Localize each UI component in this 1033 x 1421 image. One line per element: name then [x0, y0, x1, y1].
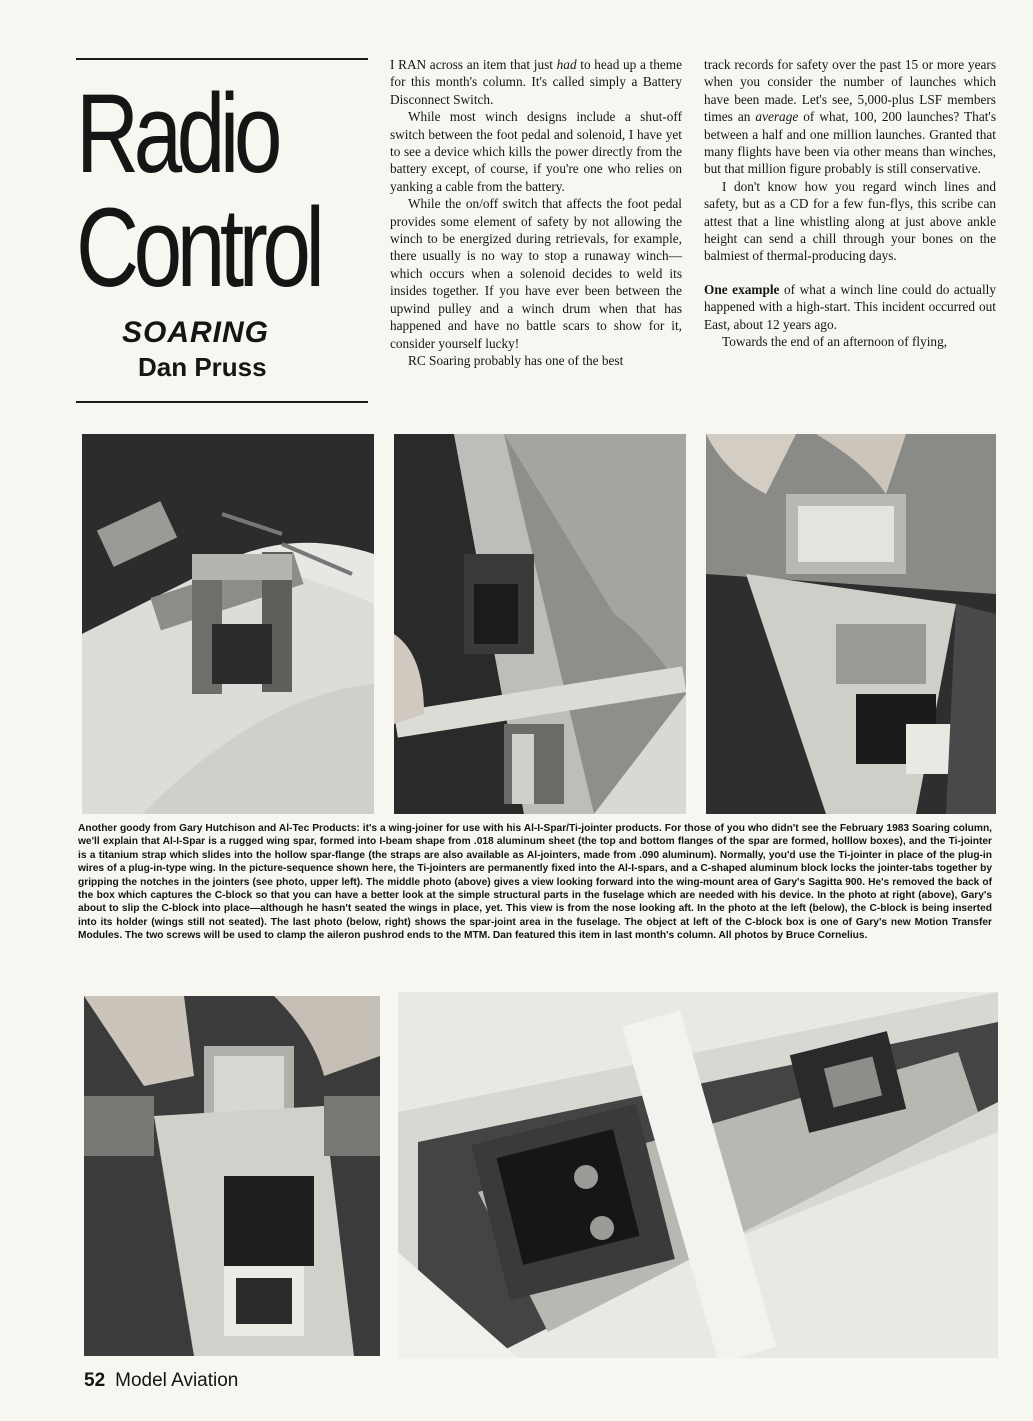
paragraph: While most winch designs include a shut-off switch between the foot pedal and solenoid, I have yet to see a device which kills the power directly from the battery except, of course, if you're one who relies on yanking a cable from the battery. — [390, 109, 682, 194]
photo-fuselage-wing-mount — [394, 434, 686, 814]
title-top-rule — [76, 58, 368, 60]
title-control: Control — [76, 185, 320, 310]
magazine-name: Model Aviation — [115, 1370, 239, 1391]
photo-caption: Another goody from Gary Hutchison and Al-Tec Products: it's a wing-joiner for use with his Al-I-Spar/Ti-jointer products. For those of you who didn't see the February 1983 Soaring column, we'll explain that Al-I-Spar is a rugged wing spar, formed into I-beam shape from .018 aluminum sheet (the top and bottom flanges of the spar are formed, holllow boxes), and the Ti-jointer is a titanium strap which slides into the hollow spar-flange (the straps are also available as Al-jointers, made from .090 aluminum). Normally, you'd use the Ti-jointer in place of the plug-in wires of a plug-in-type wing. In the picture-sequence shown here, the Ti-jointers are permanently fixed into the Al-I-spars, and a C-shaped aluminum block locks the jointer-tabs together by gripping the notches in the jointers (see photo, upper left). The middle photo (above) gives a view looking forward into the wing-mount area of Gary's Sagitta 900. He's removed the back of the box which captures the C-block so that you can have a better look at the simple structural parts in the fuselage which are needed with his device. In the photo at right (above), Gary's about to slip the C-block into place—although he hasn't seated the wings in place, yet. This view is from the nose looking aft. In the photo at the left (below), the C-block is being inserted into its holder (wings still not seated). The last photo (below, right) shows the spar-joint area in the fuselage. The object at left of the C-block box is one of Gary's new Motion Transfer Modules. The two screws will be used to clamp the aileron pushrod ends to the MTM. Dan featured this item in last month's column. All photos by Bruce Cornelius. — [78, 823, 992, 942]
title-radio: Radio — [76, 71, 277, 196]
paragraph: I don't know how you regard winch lines and safety, but as a CD for a few fun-flys, this scribe can attest that a line whistling along at just above ankle height can send a chill through your bones on the balmiest of thermal-producing days. — [704, 178, 996, 264]
article-column-2 — [704, 56, 996, 351]
title-bottom-rule — [76, 401, 368, 403]
paragraph: RC Soaring probably has one of the best — [408, 352, 624, 368]
page-number: 52 — [84, 1370, 106, 1391]
photo-c-block-joiner — [82, 434, 374, 814]
paragraph: Towards the end of an afternoon of flying, — [722, 334, 948, 350]
photo-c-block-nose-view — [706, 434, 996, 814]
paragraph: track records for safety over the past 15 or more years when you consider the number of launches which have been made. Let's see, 5,000-plus LSF members times an average of what, 100, 200 launches? That's between a half and one million launches. Granted that many flights have been via other means than winches, but that million figure probably is still conservative. — [704, 57, 996, 177]
paragraph: While the on/off switch that affects the foot pedal provides some element of safety by not allowing the winch to be energized during retrievals, for example, there usually is no way to stop a runaway winch—which occurs when a solenoid decides to weld its insides together. If you have ever been between the upwind pulley and a winch drum when that has happened and have no battle scars to show for it, consider yourself lucky! — [390, 196, 682, 351]
page-footer — [84, 1370, 238, 1392]
author-byline: Dan Pruss — [138, 352, 267, 382]
photo-spar-joint-fuselage — [398, 992, 998, 1358]
paragraph: I RAN across an item that just had to head up a theme for this month's column. It's called simply a Battery Disconnect Switch. — [390, 57, 682, 107]
paragraph: One example of what a winch line could do actually happened with a high-start. This incident occurred out East, about 12 years ago. — [704, 281, 996, 332]
section-label: SOARING — [122, 316, 270, 349]
article-column-1 — [390, 56, 682, 369]
photo-c-block-holder — [84, 996, 380, 1356]
